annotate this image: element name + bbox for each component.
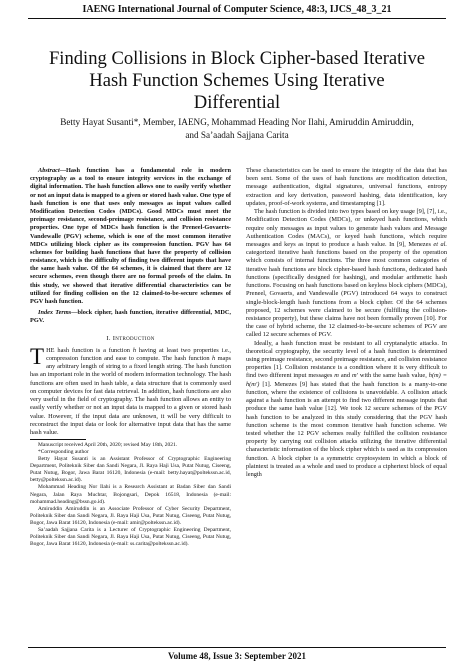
title-line-1: Finding Collisions in Block Cipher-based Iterative xyxy=(48,48,426,69)
intro-paragraph xyxy=(30,343,231,437)
index-terms xyxy=(30,309,231,325)
abstract-text: —Hash function has a fundamental role in modern cryptography as a tool to ensure integrity services in the exchange of digital information. The hash function allows one to easily verify whether or not an input data is mapped to a given or stored hash value. One type of hash function is one that uses only messages as input values called Modification Detection Codes (MDCs). Good MDCs must meet the preimage resistance, second-preimage resistance, and collision resistance properties. One type of MDCs hash function is the Preneel-Govaerts-Vandewalle (PGV) scheme, which is one of the most common iterative MDCs utilizing block cipher as its compression function. PGV has 64 schemes for building hash functions that have the property of collision resistance, which is the difficulty of finding two different inputs that have the same hash value. Of the 64 schemes, it is claimed that there are 12 secure schemes, even though there are no formal proofs of the claim. In this study, we showed that iterative differential characteristics can be utilized for finding collision on the 12 claimed-to-be-secure schemes of PGV hash function. xyxy=(30,167,231,305)
p2-text-b: categorized iterative hash functions based on the property of the operation which consists of internal functions. The three most common categories of iterative hash functions are block cipher-based hash functions, dedicated hash functions (specifically designed for hashing), and modular arithmetic hash functions. Focusing on hash functions based on keyless block ciphers (MDCs), Preneel, Govaerts, and Vandewalle (PGV) introduced 64 ways to construct single-block-length hash functions from a block cipher. Of the 64 schemes proposed, 12 schemes were claimed to be secure (fulfilling the collision-resistance property), but these claims have not been formally proven [10]. For the case of hybrid scheme, the 12 claimed-to-be-secure schemes of PGV are called 12 secure schemes of PGV. xyxy=(246,249,447,339)
author-line-1: Betty Hayat Susanti*, Member, IAENG, Mohammad Heading Nor Ilahi, Amiruddin Amiruddin, xyxy=(60,117,414,127)
paper-title xyxy=(20,48,454,114)
right-paragraph-3 xyxy=(246,340,447,480)
footnote-received: Manuscript received April 20th, 2020; revised May 18th, 2021. xyxy=(38,442,178,449)
math-equation: h(m) = h(m′) xyxy=(246,372,447,388)
p3-text-b: and xyxy=(338,372,352,380)
abstract-label: Abstract xyxy=(38,167,60,174)
footnote-rule xyxy=(30,439,86,440)
intro-text-start: HE hash function is a function xyxy=(46,346,133,354)
right-paragraph-2 xyxy=(246,208,447,340)
p3-text-a: Ideally, a hash function must be resistant to all cryptanalytic attacks. In theoretical cryptography, the security level of a hash function is determined using preimage resistance, second preimage resistance, and collision resistance properties [1]. Collision resistance is a condition where it is very difficult to find two different input messages xyxy=(246,339,447,380)
math-h-2: h xyxy=(212,355,216,362)
abstract xyxy=(30,167,231,306)
footer-rule xyxy=(28,647,446,648)
p3-text-c: with the same hash value, xyxy=(357,372,429,380)
footnote-author-2: Mohammad Heading Nor Ilahi is a Research Assistant at Badan Siber dan Sandi Negara, Jalan Raya Muchtar, Bojongsari, Depok 16518, Indonesia (e-mail: mohammad.heading@bssn.go.id). xyxy=(30,484,231,505)
title-line-2: Hash Function Schemes Using Iterative xyxy=(89,70,385,91)
right-paragraph-1: These characteristics can be used to ensure the integrity of the data that has been sent. Some of the uses of hash functions are modification detection, message authentication, digital signatures, universal functions, entropy extraction and key derivation, password hashing, data identification, key updates, proof-of-work systems, and timestamping [1]. xyxy=(246,167,447,207)
journal-header: IAENG International Journal of Computer Science, 48:3, IJCS_48_3_21 xyxy=(82,4,392,15)
footnote-author-3: Amiruddin Amiruddin is an Associate Professor of Cyber Security Department, Politeknik Siber dan Sandi Negara, Jl. Raya Haji Usa, Putat Nutug, Ciseeng, Putat Nutug, Bogor, Jawa Barat 16120, Indonesia (e-mail: amir@poltekssn.ac.id). xyxy=(30,505,231,526)
footnotes xyxy=(30,442,231,548)
p2-text-a: The hash function is divided into two types based on key usage [9], [7], i.e., Modification Detection Codes (MDCs), or unkeyed hash functions, which require only messages as input values to generate hash values and Message Authentication Codes (MACs), or keyed hash functions, which require messages and keys as input to produce a hash value. In [9], Menezes xyxy=(246,208,447,248)
p3-text-d: [1]. Menezes [9] has stated that the hash function is a many-to-one function, where the existence of collisions is unavoidable. A collision attack against a hash function is an attempt to find two different message inputs that produce the same hash value [12]. We took 12 secure schemes of the PGV hash function to be analyzed in this study considering that the PGV hash function scheme is the most common iterative hash function scheme. We tested whether the 12 PGV schemes really fulfilled the collision resistance property by carrying out collision attacks utilizing the iterative differential characteristic information of the block cipher which is used as its compression function. A block cipher is a symmetric cryptosystem in which a block of plaintext is treated as a whole and used to produce a ciphertext block of equal length xyxy=(246,380,447,479)
footnote-author-4: Sa’aadah Sajjana Carita is a Lecturer of Cryptographic Engineering Department, Politeknik Siber dan Sandi Negara, Jl. Raya Haji Usa, Putat Nutug, Ciseeng, Putat Nutug, Bogor, Jawa Barat 16120, Indonesia (e-mail: ss.carita@poltekssn.ac.id). xyxy=(30,526,231,547)
left-column xyxy=(30,167,231,548)
math-m: m xyxy=(334,372,339,380)
journal-footer: Volume 48, Issue 3: September 2021 xyxy=(167,651,306,661)
author-line-2: and Sa’aadah Sajjana Carita xyxy=(185,130,289,140)
title-line-3: Differential xyxy=(193,92,281,113)
intro-text-rest: maps any arbitrary length of string to a fixed length string. The hash function has an important role in the world of modern information technology. The hash functions are often used in hash table, a data structure that is commonly used on computer devices for fast data retrieval. In addition, hash functions are also very useful in the field of cryptography. The hash function allows an entity to easily verify whether or not an input data is mapped to a given or stored hash value. However, if the input data are unknown, it will be very difficult to reconstruct the input data or look for alternative input data that has the same hash value. xyxy=(30,355,231,436)
drop-cap: T xyxy=(30,343,45,369)
header-rule xyxy=(28,18,446,19)
right-column xyxy=(246,167,447,479)
intro-text-mid: having at least two properties i.e., compression function and ease to compute. The hash function xyxy=(46,346,231,362)
index-terms-label: Index Terms xyxy=(38,309,72,317)
math-m-prime: m′ xyxy=(351,372,358,380)
index-terms-text: —block cipher, hash function, iterative differential, MDC, PGV. xyxy=(30,309,232,325)
section-heading-introduction: I. Introduction xyxy=(106,334,155,342)
footnote-author-1: Betty Hayat Susanti is an Assistant Professor of Cryptographic Engineering Department, Politeknik Siber dan Sandi Negara, Jl. Raya Haji Usa, Putat Nutug, Ciseeng, Putat Nutug, Bogor, Jawa Barat 16120, Indonesia (e-mail: betty.hayat@poltekssn.ac.id, betty@poltekssn.ac.id). xyxy=(30,456,231,484)
author-list xyxy=(36,116,438,142)
footnote-corresponding: *Corresponding author xyxy=(38,449,89,456)
p2-et-al: et al. xyxy=(433,240,447,248)
math-h-1: h xyxy=(132,346,136,354)
